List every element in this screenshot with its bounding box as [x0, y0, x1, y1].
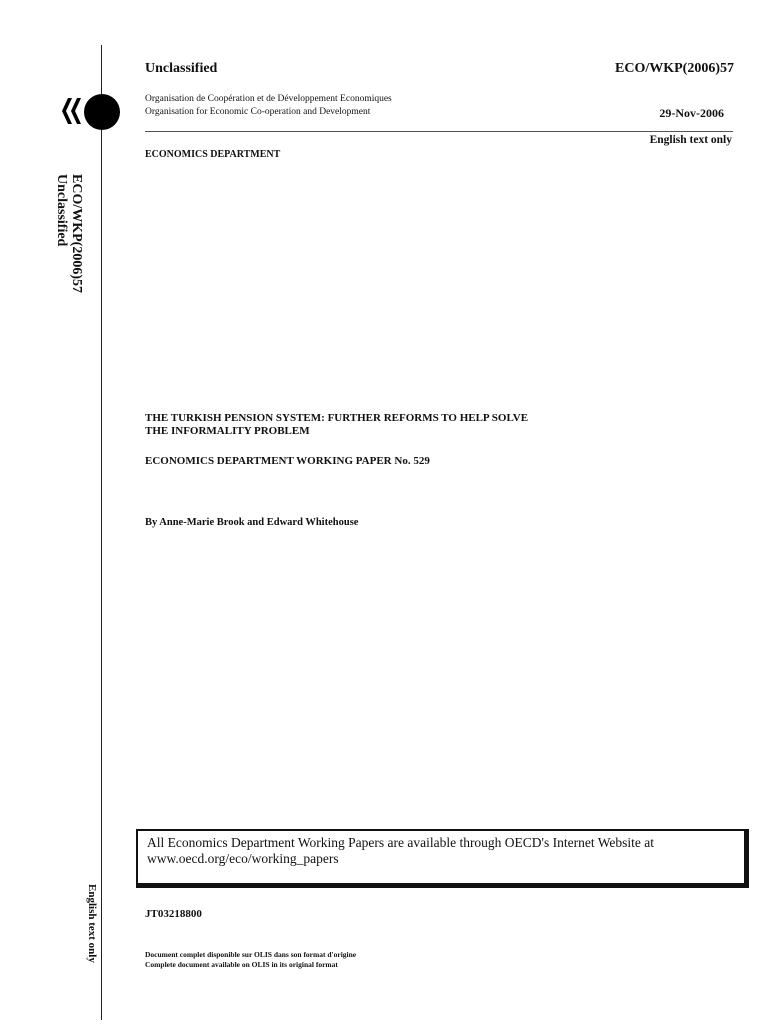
paper-title — [145, 412, 665, 438]
footer-notes — [145, 950, 356, 970]
jt-number: JT03218800 — [145, 908, 202, 920]
language-note: English text only — [649, 134, 732, 146]
working-paper-number: ECONOMICS DEPARTMENT WORKING PAPER No. 529 — [145, 455, 430, 467]
publication-date: 29-Nov-2006 — [659, 106, 724, 120]
notice-line1: All Economics Department Working Papers are available through OECD's Internet Website at — [147, 835, 654, 850]
organisation-names — [145, 93, 392, 119]
header-divider — [145, 131, 733, 132]
authors: By Anne-Marie Brook and Edward Whitehouse — [145, 517, 359, 528]
sidebar-classification: Unclassified — [54, 174, 69, 247]
availability-notice-box — [136, 829, 749, 888]
org-name-en: Organisation for Economic Co-operation and Development — [145, 107, 371, 117]
notice-url[interactable]: www.oecd.org/eco/working_papers — [147, 851, 339, 866]
department-name: ECONOMICS DEPARTMENT — [145, 149, 281, 160]
sidebar-code-text: ECO/WKP(2006)57 — [69, 174, 84, 293]
sidebar-code — [54, 174, 84, 293]
classification-label: Unclassified — [145, 61, 218, 76]
vertical-rule — [101, 45, 102, 1020]
footer-note-en: Complete document available on OLIS in its original format — [145, 960, 338, 969]
paper-title-line1: THE TURKISH PENSION SYSTEM: FURTHER REFORMS TO HELP SOLVE — [145, 412, 529, 424]
org-name-fr: Organisation de Coopération et de Développement Economiques — [145, 94, 392, 104]
sidebar-language: English text only — [86, 884, 98, 963]
footer-note-fr: Document complet disponible sur OLIS dans son format d'origine — [145, 950, 357, 959]
document-code: ECO/WKP(2006)57 — [615, 61, 734, 76]
oecd-logo — [62, 92, 136, 132]
paper-title-line2: THE INFORMALITY PROBLEM — [145, 425, 310, 437]
